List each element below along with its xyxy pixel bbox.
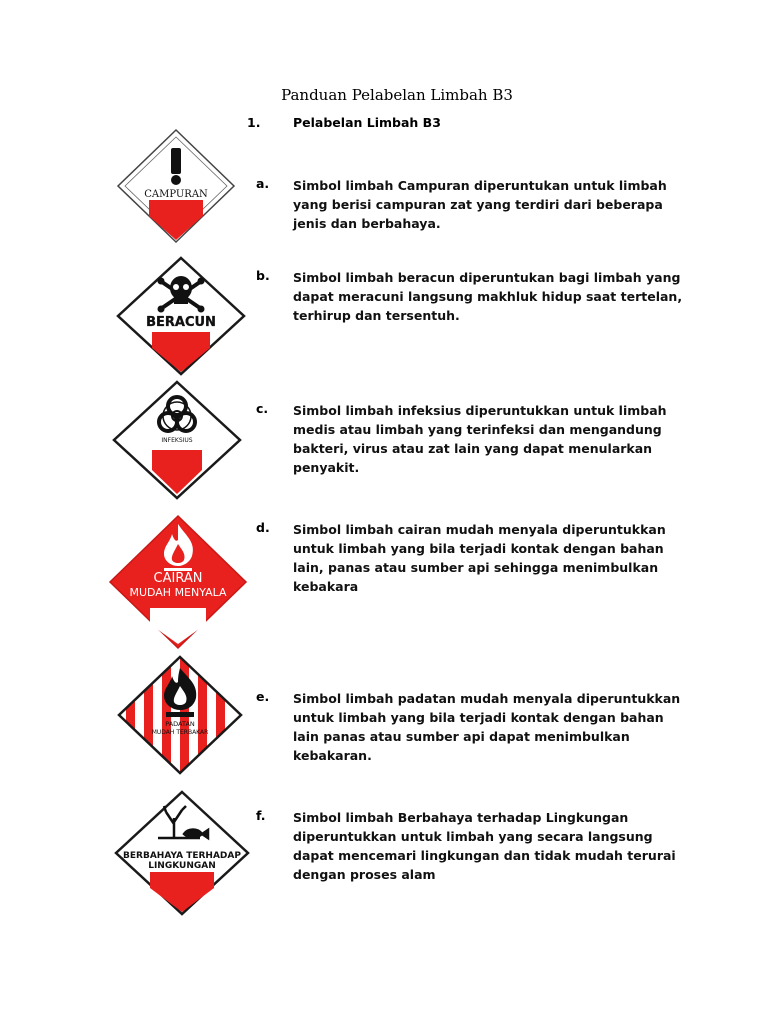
- item-letter: e.: [256, 689, 270, 704]
- beracun-label: [116, 256, 246, 376]
- infeksius-sign-text: INFEKSIUS: [161, 437, 193, 444]
- item-description: Simbol limbah infeksius diperuntukkan untuk limbah medis atau limbah yang terinfeksi dan mengandung bakteri, virus atau zat lain yang dapat menularkan penyakit.: [293, 403, 667, 475]
- campuran-sign-text: CAMPURAN: [144, 189, 208, 200]
- item-description: Simbol limbah Berbahaya terhadap Lingkungan diperuntukkan untuk limbah yang secara langsung dapat mencemari lingkungan dan tidak mudah terurai dengan proses alam: [293, 810, 676, 882]
- infeksius-label: [112, 380, 242, 500]
- item-description: Simbol limbah padatan mudah menyala diperuntukkan untuk limbah yang bila terjadi kontak dengan bahan lain panas atau sumber api dapat menimbulkan kebakaran.: [293, 691, 681, 763]
- item-letter: f.: [256, 808, 266, 823]
- cairan-sign-text-2: MUDAH MENYALA: [129, 586, 227, 599]
- section-number: 1.: [247, 115, 261, 130]
- item-description: Simbol limbah cairan mudah menyala diperuntukkan untuk limbah yang bila terjadi kontak dengan bahan lain, panas atau sumber api sehingga menimbulkan kebakara: [293, 522, 666, 594]
- item-letter: c.: [256, 401, 269, 416]
- lingkungan-sign-text-2: LINGKUNGAN: [148, 861, 216, 871]
- cairan-sign-text-1: CAIRAN: [153, 571, 203, 586]
- campuran-label: [116, 128, 236, 244]
- exclamation-icon: [171, 148, 181, 185]
- padatan-mudah-terbakar-label: [116, 654, 244, 776]
- item-description: Simbol limbah Campuran diperuntukan untuk limbah yang berisi campuran zat yang terdiri dari beberapa jenis dan berbahaya.: [293, 178, 667, 231]
- beracun-sign-text: BERACUN: [146, 315, 216, 330]
- item-letter: a.: [256, 176, 270, 191]
- padatan-sign-text-2: MUDAH TERBAKAR: [151, 729, 209, 736]
- section-title: Pelabelan Limbah B3: [293, 115, 441, 130]
- page-title: Panduan Pelabelan Limbah B3: [281, 86, 513, 104]
- cairan-mudah-menyala-label: [108, 514, 248, 650]
- lingkungan-sign-text-1: BERBAHAYA TERHADAP: [123, 851, 241, 861]
- berbahaya-lingkungan-label: [114, 790, 250, 916]
- item-description: Simbol limbah beracun diperuntukan bagi limbah yang dapat meracuni langsung makhluk hidup saat tertelan, terhirup dan tersentuh.: [293, 270, 683, 323]
- item-letter: d.: [256, 520, 270, 535]
- padatan-sign-text-1: PADATAN: [165, 720, 195, 728]
- item-letter: b.: [256, 268, 270, 283]
